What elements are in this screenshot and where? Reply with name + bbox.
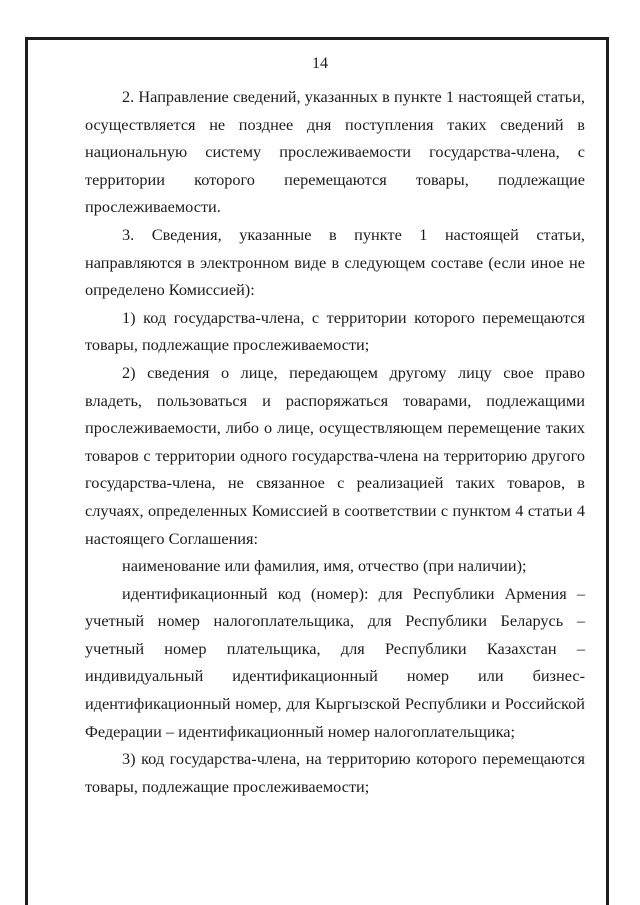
page-frame-top-border (25, 37, 609, 40)
paragraph-7: 3) код государства-члена, на территорию которого перемещаются товары, подлежащие прослеживаемости; (85, 749, 585, 796)
document-body (85, 83, 585, 800)
page-number: 14 (312, 55, 328, 72)
paragraph-2: 3. Сведения, указанные в пункте 1 настоящей статьи, направляются в электронном виде в следующем составе (если иное не определено Комиссией): (85, 224, 585, 300)
paragraph-6: идентификационный код (номер): для Республики Армения – учетный номер налогоплательщика, для Республики Беларусь – учетный номер плательщика, для Республики Казахстан – индивидуальный идентификационный номер или бизнес-идентификационный номер, для Кыргызской Республики и Российской Федерации – идентификационный номер налогоплательщика; (85, 583, 585, 741)
paragraph-4: 2) сведения о лице, передающем другому лицу свое право владеть, пользоваться и распоряжаться товарами, подлежащими прослеживаемости, либо о лице, осуществляющем перемещение таких товаров с территории одного государства-члена на территорию другого государства-члена, не связанное с реализацией таких товаров, в случаях, определенных Комиссией в соответствии с пунктом 4 статьи 4 настоящего Соглашения: (85, 362, 585, 548)
page-frame-left-border (25, 37, 28, 905)
page-frame-right-border (606, 37, 609, 905)
paragraph-5: наименование или фамилия, имя, отчество (при наличии); (122, 556, 527, 576)
paragraph-1: 2. Направление сведений, указанных в пункте 1 настоящей статьи, осуществляется не позднее дня поступления таких сведений в национальную систему прослеживаемости государства-члена, с территории которого перемещаются товары, подлежащие прослеживаемости. (85, 87, 585, 217)
paragraph-3: 1) код государства-члена, с территории которого перемещаются товары, подлежащие прослеживаемости; (85, 307, 585, 355)
